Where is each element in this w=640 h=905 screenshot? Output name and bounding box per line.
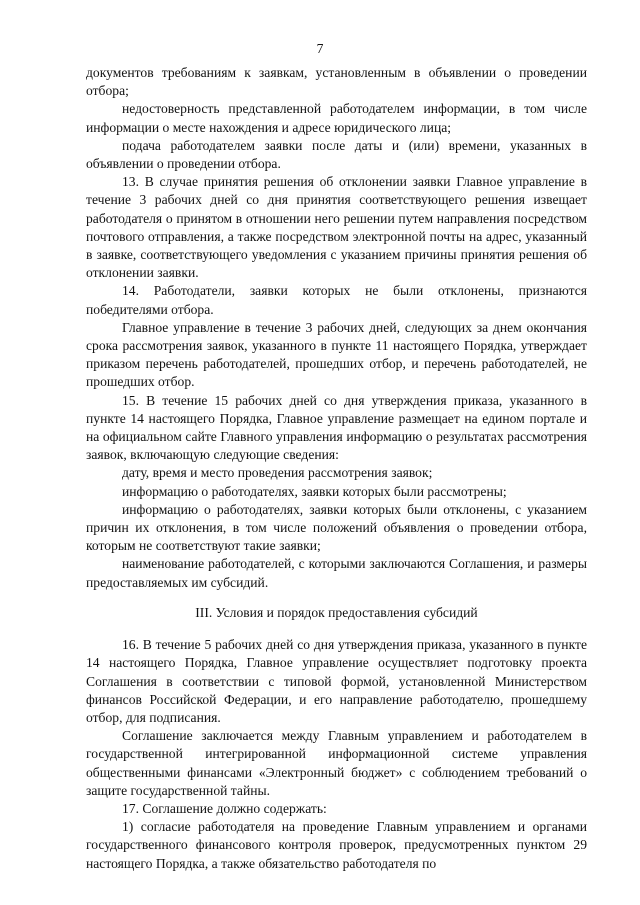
paragraph: Главное управление в течение 3 рабочих дней, следующих за днем окончания срока рассмотрения заявок, указанного в пункте 11 настоящего Порядка, утверждает приказом перечень работодателей, прошедших отбор, и перечень работодателей, не прошедших отбор.: [86, 319, 587, 390]
paragraph: 15. В течение 15 рабочих дней со дня утверждения приказа, указанного в пункте 14 настоящего Порядка, Главное управление размещает на едином портале и на официальном сайте Главного управления информацию о результатах рассмотрения заявок, включающую следующие сведения:: [86, 392, 587, 463]
paragraph: подача работодателем заявки после даты и (или) времени, указанных в объявлении о проведении отбора.: [86, 137, 587, 172]
paragraph-block-top: [86, 64, 587, 592]
paragraph: Соглашение заключается между Главным управлением и работодателем в государственной интегрированной информационной системе управления общественными финансами «Электронный бюджет» с соблюдением требований о защите государственной тайны.: [86, 728, 587, 798]
paragraph: информацию о работодателях, заявки которых были отклонены, с указанием причин их отклонения, в том числе положений объявления о проведении отбора, которым не соответствуют такие заявки;: [86, 501, 587, 554]
paragraph: дату, время и место проведения рассмотрения заявок;: [122, 465, 433, 481]
paragraph: 13. В случае принятия решения об отклонении заявки Главное управление в течение 3 рабочих дней со дня принятия соответствующего решения извещает работодателя о принятом в отношении него решении путем направления посредством почтового отправления, а также посредством электронной почты на адрес, указанный в заявке, соответствующего уведомления с указанием причины принятия решения об отклонении заявки.: [86, 174, 587, 281]
paragraph: 14. Работодатели, заявки которых не были отклонены, признаются победителями отбора.: [86, 283, 587, 317]
paragraph: недостоверность представленной работодателем информации, в том числе информации о месте нахождения и адресе юридического лица;: [86, 101, 587, 135]
paragraph: информацию о работодателях, заявки которых были рассмотрены;: [122, 483, 507, 499]
page-number: 7: [316, 41, 324, 56]
paragraph: документов требованиям к заявкам, установленным в объявлении о проведении отбора;: [86, 65, 587, 99]
paragraph-block-bottom: [86, 636, 587, 873]
paragraph: 17. Соглашение должно содержать:: [122, 800, 327, 816]
document-body: [86, 64, 587, 873]
paragraph: наименование работодателей, с которыми заключаются Соглашения, и размеры предоставляемых им субсидий.: [86, 556, 587, 590]
paragraph: 1) согласие работодателя на проведение Главным управлением и органами государственного финансового контроля проверок, предусмотренных пунктом 29 настоящего Порядка, а также обязательство работодателя по: [86, 819, 587, 871]
paragraph: 16. В течение 5 рабочих дней со дня утверждения приказа, указанного в пункте 14 настоящего Порядка, Главное управление осуществляет подготовку проекта Соглашения в соответствии с типовой формой, установленной Министерством финансов Российской Федерации, и его направление работодателю, прошедшему отбор, для подписания.: [86, 637, 587, 725]
section-heading: III. Условия и порядок предоставления субсидий: [195, 604, 478, 620]
